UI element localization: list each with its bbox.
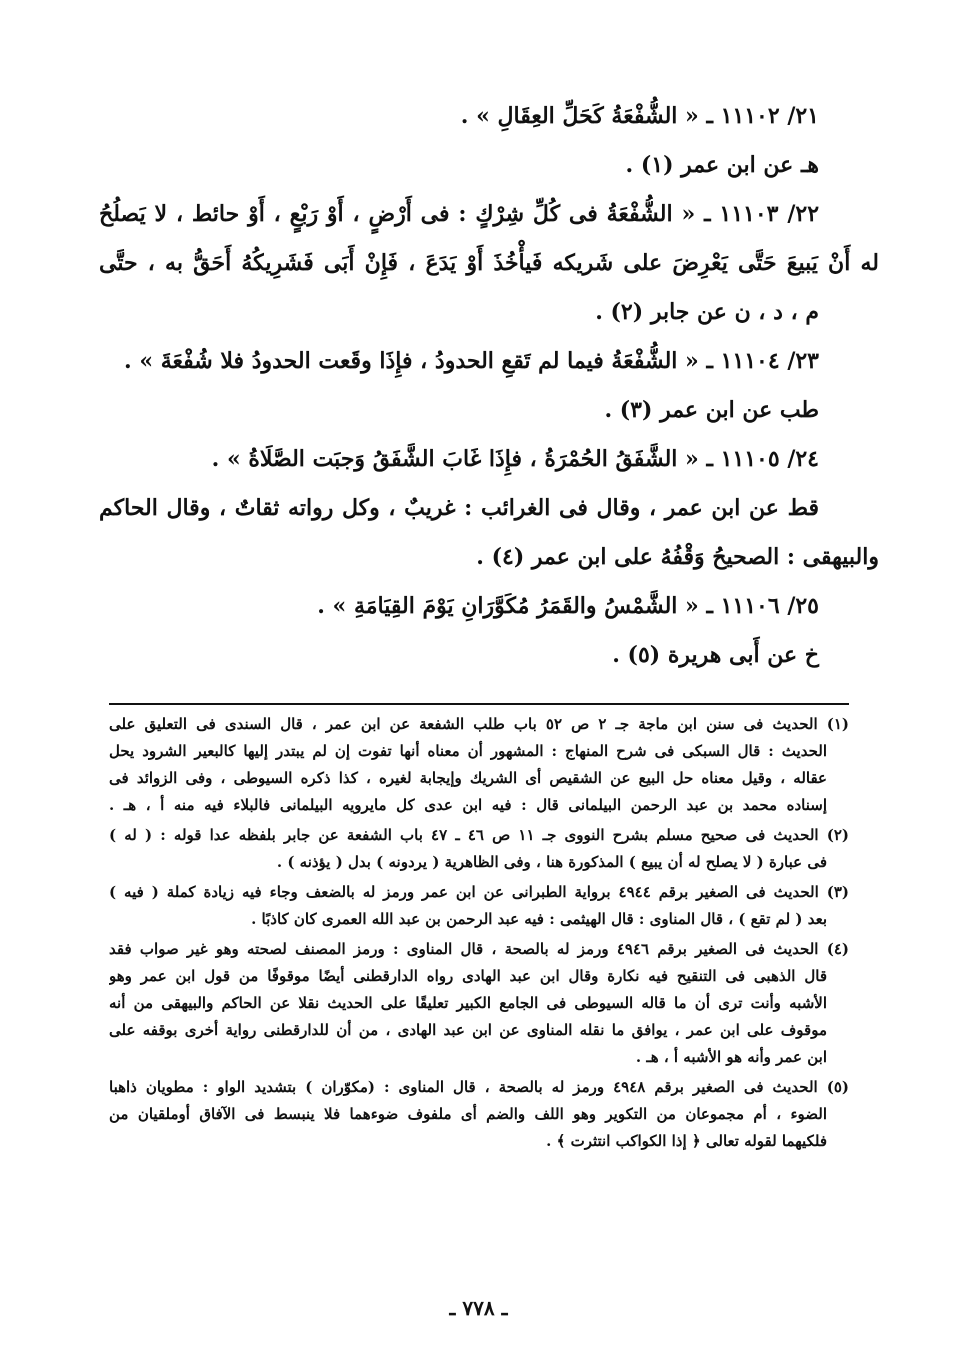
footnote-line: عقاله ، وقيل معناه حل البيع عن الشقيص أى الشريك وإيجابة لغيره ، كذا ذكره السيوطى ، وفى الزوائد فى	[109, 769, 827, 787]
footnote-line: (٤) الحديث فى الصغير برقم ٤٩٤٦ ورمز له بالصحة ، قال المناوى : ورمز المصنف لصحته وهو غير صواب فقد	[109, 940, 849, 958]
footnotes	[109, 711, 849, 1158]
page-number: ـ ٧٧٨ ـ	[449, 1296, 508, 1320]
footnote-4	[109, 936, 849, 1071]
footnote-line: فى عبارة ( لا يصلح له أن يبيع ) المذكورة هنا ، وفى الظاهرية ( يردونه ) بدل ( يؤذنه ) .	[276, 853, 827, 871]
hadith-11106-source: خ عن أَبى هريرة (٥) .	[612, 642, 819, 668]
hadith-11104-text: ٢٣/ ١١١٠٤ ـ « الشُّفْعَةُ فيما لم تَقعِ الحدودُ ، فإِذَا وقَعت الحدودُ فلا شُفْعَةَ » .	[124, 348, 819, 374]
footnote-separator	[109, 703, 849, 705]
footnote-line: الضوء ، أم مجموعان من التكوير وهو اللف والضم أى ملفوف ضوءهما فلا ينبسط فى الآفاق أوملقيان من	[109, 1105, 827, 1123]
footnote-1	[109, 711, 849, 819]
hadith-11104-source: طب عن ابن عمر (٣) .	[604, 397, 819, 423]
footnote-line: بعد ( لم تقع ) ، قال المناوى : قال الهيثمى : فيه عبد الرحمن بن عبد الله العمرى كان كاذبًا .	[251, 910, 827, 928]
footnote-line: الأشبه وأنت ترى أن ما قاله السيوطى فى الجامع الكبير تعليقًا على الحديث نقلا عن الحاكم والبيهقى من أنه	[109, 994, 827, 1012]
footnote-3	[109, 879, 849, 933]
footnote-line: (٣) الحديث فى الصغير برقم ٤٩٤٤ برواية الطبرانى عن ابن عمر ورمز له بالضعف وجاء فيه زيادة كملة ( فيه )	[109, 883, 849, 901]
footnote-line: إسناده محمد بن عبد الرحمن البيلمانى قال : فيه ابن عدى كل مايرويه البيلمانى فالبلاء فيه منه أ ، هـ .	[109, 796, 827, 814]
footnote-line: (٥) الحديث فى الصغير برقم ٤٩٤٨ ورمز له بالصحة ، قال المناوى : (مكوّران ) بتشديد الواو : مطويان ذاهبا	[109, 1078, 849, 1096]
footnote-line: فلكيهما لقوله تعالى ﴿ إذا الكواكب انتثرت ﴾ .	[546, 1132, 827, 1150]
hadith-11103-source: م ، د ، ن عن جابر (٢) .	[595, 299, 819, 325]
footnote-5	[109, 1074, 849, 1155]
hadith-11102-source: هـ عن ابن عمر (١) .	[625, 152, 819, 178]
hadith-11105-source-line-1: قط عن ابن عمر ، وقال فى الغرائب : غريبٌ ، وكل رواته ثقاتٌ ، وقال الحاكم	[99, 495, 819, 521]
footnote-line: موقوف على ابن عمر ، يوافق ما نقله المناوى عن ابن عبد الهادى ، من أن للدارقطنى رواية أخرى بوقفه على	[109, 1021, 827, 1039]
footnote-line: قال الذهبى فى التنقيح فيه نكارة وقال ابن عبد الهادى رواه الدارقطنى أيضًا موقوفًا من قول ابن عمر وهو	[109, 967, 827, 985]
hadith-11106-text: ٢٥/ ١١١٠٦ ـ « الشَّمْسُ والقَمَرُ مُكَوَّرَانِ يَوْمَ القِيَامَةِ » .	[317, 593, 819, 619]
footnote-2	[109, 822, 849, 876]
footnote-line: الحديث : قال السبكى فى شرح المنهاج : المشهور أن معناه أنها تفوت إن لم يبتدر إليها كالبعير الشرود يحل	[109, 742, 827, 760]
footnote-line: (٢) الحديث فى صحيح مسلم بشرح النووى جـ ١١ ص ٤٦ ـ ٤٧ باب الشفعة عن جابر بلفظه عدا قوله : ( له )	[109, 826, 849, 844]
hadith-11105-text: ٢٤/ ١١١٠٥ ـ « الشَّفَقُ الحُمْرَةُ ، فإِذَا غَابَ الشَّفَقُ وَجبَت الصَّلَاةُ » .	[211, 446, 819, 472]
hadith-11102-text: ٢١/ ١١١٠٢ ـ « الشُّفْعَةُ كَحَلِّ العِقَالِ » .	[460, 103, 819, 129]
hadith-11103-text-line-2: له أَنْ يَبيعَ حَتَّى يَعْرِضَ على شَريكه فَيأْخُذَ أَوْ يَدَعَ ، فَإِنْ أَبَى فَشَرِيكُهُ أَحَقُّ به ، حتَّى	[99, 250, 879, 276]
footnote-line: (١) الحديث فى سنن ابن ماجة جـ ٢ ص ٥٢ باب طلب الشفعة عن ابن عمر ، قال السندى فى التعليق على	[109, 715, 849, 733]
hadith-11103-text-line-1: ٢٢/ ١١١٠٣ ـ « الشُّفْعَةُ فى كُلِّ شِرْكٍ : فى أَرْضٍ ، أَوْ رَبْعٍ ، أَوْ حائط ، لا يَصلُحُ	[99, 201, 820, 227]
main-text	[99, 92, 879, 680]
footnote-line: ابن عمر وأنه هو الأشبه أ ، هـ .	[635, 1048, 827, 1066]
hadith-11105-source-line-2: والبيهقى : الصحيحُ وَقْفُهُ على ابن عمر (٤) .	[476, 544, 879, 570]
